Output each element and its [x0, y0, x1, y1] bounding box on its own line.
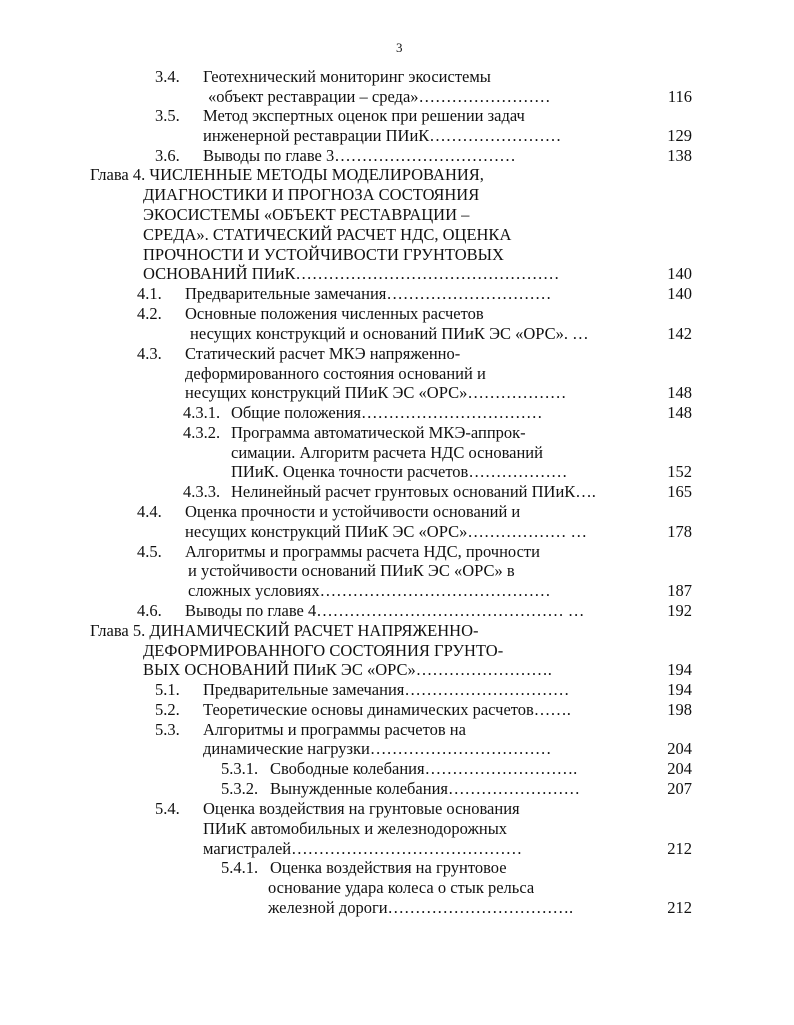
entry-page: 165 — [667, 482, 692, 501]
entry-page: 140 — [667, 284, 692, 303]
entry-page: 129 — [667, 126, 692, 145]
entry-title-line: динамические нагрузки…………………………… — [203, 739, 552, 758]
chapter-page: 140 — [667, 264, 692, 283]
entry-title-line: Метод экспертных оценок при решении задач — [203, 106, 525, 125]
entry-page: 142 — [667, 324, 692, 343]
entry-number: 4.3.2. — [183, 423, 221, 442]
entry-number: 5.2. — [155, 700, 180, 719]
entry-title-line: Оценка воздействия на грунтовое — [270, 858, 507, 877]
chapter-page: 194 — [667, 660, 692, 679]
entry-number: 3.6. — [155, 146, 180, 165]
chapter-title-line: Глава 5. ДИНАМИЧЕСКИЙ РАСЧЕТ НАПРЯЖЕННО- — [90, 621, 479, 640]
entry-title-line: сложных условиях…………………………………… — [188, 581, 551, 600]
entry-number: 4.2. — [137, 304, 162, 323]
entry-title-line: Алгоритмы и программы расчета НДС, прочности — [185, 542, 540, 561]
entry-number: 3.4. — [155, 67, 180, 86]
entry-title-line: Программа автоматической МКЭ-аппрок- — [231, 423, 526, 442]
entry-number: 4.1. — [137, 284, 162, 303]
entry-title-line: Предварительные замечания………………………… — [185, 284, 552, 303]
entry-page: 148 — [667, 403, 692, 422]
entry-page: 204 — [667, 739, 692, 758]
entry-title-line: Статический расчет МКЭ напряженно- — [185, 344, 461, 363]
chapter-title-line: ПРОЧНОСТИ И УСТОЙЧИВОСТИ ГРУНТОВЫХ — [143, 245, 504, 264]
entry-title-line: и устойчивости оснований ПИиК ЭС «ОРС» в — [188, 561, 515, 580]
entry-number: 4.3. — [137, 344, 162, 363]
entry-title-line: Геотехнический мониторинг экосистемы — [203, 67, 491, 86]
entry-number: 5.3.1. — [221, 759, 259, 778]
entry-title-line: инженерной реставрации ПИиК…………………… — [203, 126, 562, 145]
entry-title-line: несущих конструкций ПИиК ЭС «ОРС»……………… — [185, 383, 567, 402]
entry-title-line: Теоретические основы динамических расчетов……. — [203, 700, 571, 719]
chapter-title-line: ДИАГНОСТИКИ И ПРОГНОЗА СОСТОЯНИЯ — [143, 185, 480, 204]
entry-title-line: Нелинейный расчет грунтовых оснований ПИиК…. — [231, 482, 596, 501]
chapter-title-line: Глава 4. ЧИСЛЕННЫЕ МЕТОДЫ МОДЕЛИРОВАНИЯ, — [90, 165, 484, 184]
entry-page: 204 — [667, 759, 692, 778]
entry-number: 5.4.1. — [221, 858, 259, 877]
entry-title-line: Алгоритмы и программы расчетов на — [203, 720, 466, 739]
entry-title-line: Выводы по главе 3…………………………… — [203, 146, 516, 165]
chapter-title-line: ДЕФОРМИРОВАННОГО СОСТОЯНИЯ ГРУНТО- — [143, 641, 504, 660]
chapter-title-line: ЭКОСИСТЕМЫ «ОБЪЕКТ РЕСТАВРАЦИИ – — [143, 205, 470, 224]
entry-title-line: железной дороги……………………………. — [268, 898, 574, 917]
entry-page: 198 — [667, 700, 692, 719]
entry-title-line: Свободные колебания………………………. — [270, 759, 578, 778]
entry-number: 5.4. — [155, 799, 180, 818]
page-number: 3 — [396, 40, 403, 55]
entry-page: 192 — [667, 601, 692, 620]
entry-title-line: деформированного состояния оснований и — [185, 364, 486, 383]
entry-title-line: «объект реставрации – среда»…………………… — [208, 87, 551, 106]
entry-page: 178 — [667, 522, 692, 541]
entry-number: 4.3.3. — [183, 482, 221, 501]
entry-number: 3.5. — [155, 106, 180, 125]
entry-title-line: Оценка прочности и устойчивости оснований и — [185, 502, 521, 521]
entry-title-line: Выводы по главе 4……………………………………… … — [185, 601, 585, 620]
entry-title-line: Оценка воздействия на грунтовые основания — [203, 799, 520, 818]
entry-page: 187 — [667, 581, 692, 600]
entry-title-line: симации. Алгоритм расчета НДС оснований — [231, 443, 543, 462]
entry-title-line: ПИиК. Оценка точности расчетов……………… — [231, 462, 568, 481]
entry-number: 4.5. — [137, 542, 162, 561]
entry-number: 4.4. — [137, 502, 162, 521]
entry-number: 5.1. — [155, 680, 180, 699]
chapter-title-line: ВЫХ ОСНОВАНИЙ ПИиК ЭС «ОРС»……………………. — [143, 660, 552, 679]
entry-title-line: магистралей…………………………………… — [203, 839, 523, 858]
entry-number: 4.3.1. — [183, 403, 221, 422]
entry-page: 207 — [667, 779, 692, 798]
entry-title-line: основание удара колеса о стык рельса — [268, 878, 535, 897]
entry-number: 5.3.2. — [221, 779, 259, 798]
entry-title-line: Вынужденные колебания…………………… — [270, 779, 581, 798]
entry-page: 212 — [667, 839, 692, 858]
entry-page: 138 — [667, 146, 692, 165]
entry-page: 194 — [667, 680, 692, 699]
entry-page: 152 — [667, 462, 692, 481]
entry-title-line: несущих конструкций ПИиК ЭС «ОРС»……………… … — [185, 522, 587, 541]
entry-number: 5.3. — [155, 720, 180, 739]
entry-page: 148 — [667, 383, 692, 402]
entry-title-line: Общие положения…………………………… — [231, 403, 543, 422]
entry-page: 116 — [667, 87, 692, 106]
chapter-title-line: ОСНОВАНИЙ ПИиК………………………………………… — [143, 264, 560, 283]
entry-number: 4.6. — [137, 601, 162, 620]
entry-title-line: Предварительные замечания………………………… — [203, 680, 570, 699]
entry-title-line: Основные положения численных расчетов — [185, 304, 484, 323]
entry-page: 212 — [667, 898, 692, 917]
entry-title-line: ПИиК автомобильных и железнодорожных — [203, 819, 508, 838]
entry-title-line: несущих конструкций и оснований ПИиК ЭС «ОРС». … — [190, 324, 589, 343]
chapter-title-line: СРЕДА». СТАТИЧЕСКИЙ РАСЧЕТ НДС, ОЦЕНКА — [143, 225, 512, 244]
